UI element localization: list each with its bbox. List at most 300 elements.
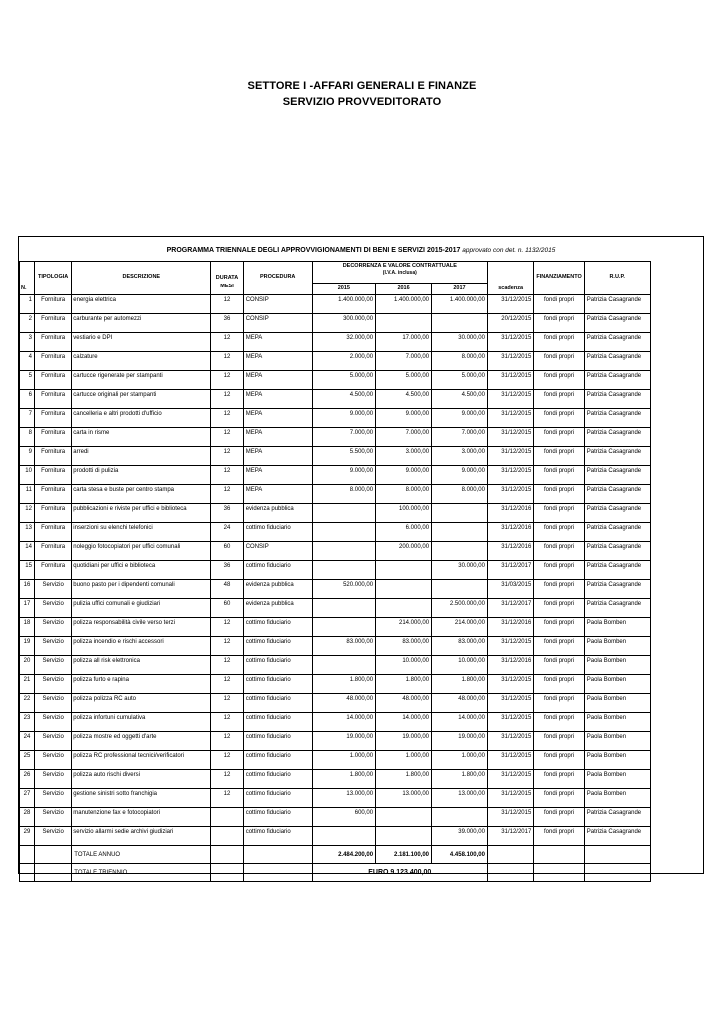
cell-n: 24: [20, 732, 35, 751]
cell-descrizione: polizza responsabilità civile verso terzi: [72, 618, 211, 637]
cell-scadenza: 31/12/2016: [487, 618, 533, 637]
cell-v2017: 1.800,00: [432, 675, 488, 694]
cell-scadenza: 31/12/2015: [487, 770, 533, 789]
cell-v2016: [376, 827, 432, 846]
cell-v2016: 214.000,00: [376, 618, 432, 637]
cell-rup: Paola Bomben: [584, 770, 650, 789]
table-row: [20, 694, 703, 713]
cell-mesi: 12: [211, 485, 243, 504]
cell-finanziamento: fondi propri: [534, 333, 584, 352]
cell-procedura: MEPA: [243, 352, 312, 371]
cell-finanziamento: fondi propri: [534, 409, 584, 428]
cell-descrizione: servizio allarmi sedie archivi giudiziari: [72, 827, 211, 846]
table-row: [20, 827, 703, 846]
cell-descrizione: noleggio fotocopiatori per uffici comunali: [72, 542, 211, 561]
cell-scadenza: 31/12/2016: [487, 656, 533, 675]
cell-tipologia: Servizio: [34, 599, 71, 618]
totale-triennio-value: EURO 9.123.400,00: [312, 864, 487, 882]
cell-tipologia: Fornitura: [34, 390, 71, 409]
table-row: [20, 770, 703, 789]
cell-tipologia: Fornitura: [34, 409, 71, 428]
totale-annuo-n: [20, 846, 35, 864]
cell-descrizione: vestiario e DPI: [72, 333, 211, 352]
col-descrizione: DESCRIZIONE: [72, 262, 211, 295]
cell-n: 10: [20, 466, 35, 485]
cell-v2017: [432, 314, 488, 333]
cell-mesi: [211, 827, 243, 846]
table-row: [20, 713, 703, 732]
totale-annuo-2016: 2.181.100,00: [376, 846, 432, 864]
heading-settore: SETTORE I -AFFARI GENERALI E FINANZE: [247, 80, 477, 92]
cell-descrizione: carburante per automezzi: [72, 314, 211, 333]
cell-v2017: 9.000,00: [432, 466, 488, 485]
cell-tipologia: Fornitura: [34, 542, 71, 561]
cell-v2016: 5.000,00: [376, 371, 432, 390]
cell-v2015: [312, 523, 375, 542]
cell-scadenza: 31/12/2017: [487, 561, 533, 580]
table-row: [20, 675, 703, 694]
cell-v2017: 4.500,00: [432, 390, 488, 409]
cell-rup: Patrizia Casagrande: [584, 333, 650, 352]
cell-scadenza: 31/12/2015: [487, 409, 533, 428]
cell-v2015: 300.000,00: [312, 314, 375, 333]
cell-scadenza: 31/12/2015: [487, 466, 533, 485]
cell-procedura: CONSIP: [243, 542, 312, 561]
cell-tipologia: Servizio: [34, 675, 71, 694]
cell-v2016: 13.000,00: [376, 789, 432, 808]
cell-descrizione: manutenzione fax e fotocopiatori: [72, 808, 211, 827]
cell-mesi: 60: [211, 599, 243, 618]
table-row: [20, 580, 703, 599]
cell-v2015: 9.000,00: [312, 409, 375, 428]
cell-mesi: [211, 808, 243, 827]
totale-triennio-fin: [534, 864, 584, 882]
cell-mesi: 12: [211, 637, 243, 656]
cell-mesi: 12: [211, 371, 243, 390]
cell-v2015: 1.000,00: [312, 751, 375, 770]
cell-mesi: 12: [211, 390, 243, 409]
cell-mesi: 12: [211, 618, 243, 637]
cell-v2015: 1.400.000,00: [312, 295, 375, 314]
cell-scadenza: 31/12/2016: [487, 523, 533, 542]
cell-v2016: 10.000,00: [376, 656, 432, 675]
cell-v2016: [376, 808, 432, 827]
cell-v2017: 48.000,00: [432, 694, 488, 713]
cell-procedura: cottimo fiduciario: [243, 675, 312, 694]
cell-v2016: 7.000,00: [376, 428, 432, 447]
cell-v2015: 4.500,00: [312, 390, 375, 409]
cell-mesi: 12: [211, 751, 243, 770]
cell-finanziamento: fondi propri: [534, 428, 584, 447]
cell-v2015: 19.000,00: [312, 732, 375, 751]
cell-v2015: [312, 827, 375, 846]
cell-tipologia: Fornitura: [34, 523, 71, 542]
col-mesi: MESI: [211, 284, 243, 295]
cell-rup: Paola Bomben: [584, 694, 650, 713]
cell-rup: Patrizia Casagrande: [584, 561, 650, 580]
cell-n: 22: [20, 694, 35, 713]
cell-v2016: 200.000,00: [376, 542, 432, 561]
cell-v2016: [376, 561, 432, 580]
cell-v2016: 9.000,00: [376, 466, 432, 485]
col-decorrenza-label: DECORRENZA E VALORE CONTRATTUALE: [342, 263, 457, 269]
cell-mesi: 36: [211, 561, 243, 580]
cell-v2015: [312, 618, 375, 637]
cell-scadenza: 31/12/2015: [487, 295, 533, 314]
cell-n: 19: [20, 637, 35, 656]
cell-finanziamento: fondi propri: [534, 295, 584, 314]
col-durata: DURATA: [211, 262, 243, 284]
cell-scadenza: 31/12/2015: [487, 751, 533, 770]
cell-v2015: 8.000,00: [312, 485, 375, 504]
totale-annuo-2017: 4.458.100,00: [432, 846, 488, 864]
cell-finanziamento: fondi propri: [534, 447, 584, 466]
cell-descrizione: pubblicazioni e riviste per uffici e biblioteca: [72, 504, 211, 523]
cell-scadenza: 31/12/2017: [487, 827, 533, 846]
cell-scadenza: 31/03/2015: [487, 580, 533, 599]
cell-v2015: [312, 504, 375, 523]
table-row: [20, 314, 703, 333]
cell-scadenza: 31/12/2015: [487, 428, 533, 447]
table-row: [20, 352, 703, 371]
cell-procedura: MEPA: [243, 428, 312, 447]
table-row: [20, 656, 703, 675]
cell-v2017: 2.500.000,00: [432, 599, 488, 618]
cell-v2015: 1.800,00: [312, 770, 375, 789]
table-row: [20, 523, 703, 542]
cell-procedura: cottimo fiduciario: [243, 694, 312, 713]
cell-finanziamento: fondi propri: [534, 504, 584, 523]
cell-v2016: 1.800,00: [376, 770, 432, 789]
cell-mesi: 12: [211, 789, 243, 808]
cell-v2015: 32.000,00: [312, 333, 375, 352]
programma-table-frame: [18, 236, 704, 874]
cell-tipologia: Fornitura: [34, 314, 71, 333]
cell-v2015: 520.000,00: [312, 580, 375, 599]
cell-v2017: 5.000,00: [432, 371, 488, 390]
cell-v2015: 5.000,00: [312, 371, 375, 390]
cell-finanziamento: fondi propri: [534, 466, 584, 485]
cell-procedura: cottimo fiduciario: [243, 789, 312, 808]
table-row: [20, 295, 703, 314]
cell-rup: Paola Bomben: [584, 675, 650, 694]
cell-v2016: [376, 314, 432, 333]
cell-v2017: 1.000,00: [432, 751, 488, 770]
cell-tipologia: Fornitura: [34, 333, 71, 352]
cell-rup: Patrizia Casagrande: [584, 409, 650, 428]
cell-procedura: MEPA: [243, 447, 312, 466]
cell-v2017: 30.000,00: [432, 333, 488, 352]
cell-scadenza: 31/12/2015: [487, 371, 533, 390]
cell-rup: Patrizia Casagrande: [584, 371, 650, 390]
cell-v2016: 100.000,00: [376, 504, 432, 523]
cell-descrizione: pulizia uffici comunali e giudiziari: [72, 599, 211, 618]
cell-v2016: 3.000,00: [376, 447, 432, 466]
col-procedura: PROCEDURA: [243, 262, 312, 295]
totale-triennio-n: [20, 864, 35, 882]
cell-descrizione: polizza furto e rapina: [72, 675, 211, 694]
cell-rup: Patrizia Casagrande: [584, 827, 650, 846]
cell-v2015: 1.800,00: [312, 675, 375, 694]
cell-rup: Paola Bomben: [584, 713, 650, 732]
col-tipologia: TIPOLOGIA: [34, 262, 71, 295]
cell-scadenza: 31/12/2016: [487, 504, 533, 523]
cell-rup: Patrizia Casagrande: [584, 390, 650, 409]
cell-v2016: [376, 580, 432, 599]
cell-mesi: 36: [211, 314, 243, 333]
cell-scadenza: 31/12/2015: [487, 485, 533, 504]
cell-descrizione: calzature: [72, 352, 211, 371]
cell-tipologia: Fornitura: [34, 485, 71, 504]
cell-v2015: 2.000,00: [312, 352, 375, 371]
cell-n: 23: [20, 713, 35, 732]
cell-finanziamento: fondi propri: [534, 675, 584, 694]
cell-scadenza: 20/12/2015: [487, 314, 533, 333]
table-body: [20, 295, 703, 846]
cell-v2016: 48.000,00: [376, 694, 432, 713]
cell-n: 6: [20, 390, 35, 409]
cell-descrizione: buono pasto per i dipendenti comunali: [72, 580, 211, 599]
totale-triennio-label: TOTALE TRIENNIO: [72, 864, 211, 882]
table-row: [20, 333, 703, 352]
cell-mesi: 12: [211, 428, 243, 447]
cell-rup: Patrizia Casagrande: [584, 485, 650, 504]
cell-procedura: cottimo fiduciario: [243, 808, 312, 827]
cell-v2016: 1.000,00: [376, 751, 432, 770]
cell-tipologia: Servizio: [34, 713, 71, 732]
cell-n: 29: [20, 827, 35, 846]
cell-mesi: 12: [211, 675, 243, 694]
cell-v2016: 14.000,00: [376, 713, 432, 732]
table-row: [20, 428, 703, 447]
table-row: [20, 618, 703, 637]
cell-descrizione: polizza RC professional tecnici/verificatori: [72, 751, 211, 770]
col-iva-label: (I.V.A. inclusa): [382, 269, 417, 276]
cell-finanziamento: fondi propri: [534, 371, 584, 390]
totale-annuo-tip: [34, 846, 71, 864]
cell-n: 1: [20, 295, 35, 314]
cell-v2015: 5.500,00: [312, 447, 375, 466]
cell-finanziamento: fondi propri: [534, 580, 584, 599]
cell-descrizione: carta in risme: [72, 428, 211, 447]
cell-procedura: evidenza pubblica: [243, 599, 312, 618]
cell-descrizione: prodotti di pulizia: [72, 466, 211, 485]
cell-v2017: 1.800,00: [432, 770, 488, 789]
cell-tipologia: Servizio: [34, 732, 71, 751]
totale-annuo-mesi: [211, 846, 243, 864]
table-title: [19, 247, 703, 254]
cell-scadenza: 31/12/2015: [487, 694, 533, 713]
cell-descrizione: polizza all risk elettronica: [72, 656, 211, 675]
cell-procedura: MEPA: [243, 466, 312, 485]
cell-finanziamento: fondi propri: [534, 561, 584, 580]
cell-mesi: 12: [211, 333, 243, 352]
table-row: [20, 504, 703, 523]
cell-procedura: CONSIP: [243, 295, 312, 314]
cell-v2016: [376, 599, 432, 618]
cell-rup: Patrizia Casagrande: [584, 314, 650, 333]
cell-tipologia: Fornitura: [34, 466, 71, 485]
cell-rup: Patrizia Casagrande: [584, 808, 650, 827]
table-row: [20, 409, 703, 428]
cell-scadenza: 31/12/2015: [487, 713, 533, 732]
cell-v2016: 19.000,00: [376, 732, 432, 751]
cell-descrizione: polizza auto rischi diversi: [72, 770, 211, 789]
cell-scadenza: 31/12/2015: [487, 732, 533, 751]
cell-scadenza: 31/12/2015: [487, 447, 533, 466]
cell-v2015: [312, 542, 375, 561]
cell-rup: Paola Bomben: [584, 637, 650, 656]
cell-v2017: 7.000,00: [432, 428, 488, 447]
cell-tipologia: Servizio: [34, 656, 71, 675]
cell-finanziamento: fondi propri: [534, 390, 584, 409]
totale-annuo-label: TOTALE ANNUO: [72, 846, 211, 864]
cell-procedura: cottimo fiduciario: [243, 713, 312, 732]
cell-procedura: cottimo fiduciario: [243, 561, 312, 580]
totale-annuo-rup: [584, 846, 650, 864]
cell-n: 7: [20, 409, 35, 428]
cell-rup: Patrizia Casagrande: [584, 599, 650, 618]
cell-n: 14: [20, 542, 35, 561]
cell-finanziamento: fondi propri: [534, 637, 584, 656]
cell-n: 16: [20, 580, 35, 599]
cell-mesi: 12: [211, 770, 243, 789]
cell-rup: Patrizia Casagrande: [584, 447, 650, 466]
cell-rup: Paola Bomben: [584, 618, 650, 637]
table-row: [20, 542, 703, 561]
cell-scadenza: 31/12/2017: [487, 599, 533, 618]
cell-n: 8: [20, 428, 35, 447]
cell-v2015: 13.000,00: [312, 789, 375, 808]
cell-procedura: MEPA: [243, 485, 312, 504]
cell-v2017: 30.000,00: [432, 561, 488, 580]
cell-descrizione: polizza polizza RC auto: [72, 694, 211, 713]
cell-n: 18: [20, 618, 35, 637]
cell-tipologia: Fornitura: [34, 371, 71, 390]
cell-v2017: [432, 542, 488, 561]
col-2015: 2015: [312, 284, 375, 295]
cell-n: 11: [20, 485, 35, 504]
cell-v2017: 14.000,00: [432, 713, 488, 732]
totale-triennio-proc: [243, 864, 312, 882]
cell-n: 2: [20, 314, 35, 333]
col-finanziamento: FINANZIAMENTO: [534, 262, 584, 295]
cell-v2017: [432, 523, 488, 542]
cell-scadenza: 31/12/2015: [487, 333, 533, 352]
cell-mesi: 12: [211, 409, 243, 428]
cell-v2017: 214.000,00: [432, 618, 488, 637]
cell-v2017: 10.000,00: [432, 656, 488, 675]
cell-finanziamento: fondi propri: [534, 732, 584, 751]
totale-triennio-mesi: [211, 864, 243, 882]
cell-n: 5: [20, 371, 35, 390]
cell-scadenza: 31/12/2015: [487, 390, 533, 409]
table-row: [20, 732, 703, 751]
cell-scadenza: 31/12/2015: [487, 637, 533, 656]
cell-procedura: evidenza pubblica: [243, 504, 312, 523]
cell-n: 21: [20, 675, 35, 694]
cell-mesi: 60: [211, 542, 243, 561]
cell-v2016: 1.800,00: [376, 675, 432, 694]
cell-procedura: cottimo fiduciario: [243, 618, 312, 637]
table-title-main: PROGRAMMA TRIENNALE DEGLI APPROVVIGIONAMENTI DI BENI E SERVIZI 2015-2017: [166, 247, 461, 254]
cell-descrizione: polizza infortuni cumulativa: [72, 713, 211, 732]
cell-procedura: cottimo fiduciario: [243, 827, 312, 846]
table-row: [20, 447, 703, 466]
cell-tipologia: Servizio: [34, 618, 71, 637]
cell-descrizione: arredi: [72, 447, 211, 466]
cell-v2016: 7.000,00: [376, 352, 432, 371]
cell-n: 4: [20, 352, 35, 371]
cell-v2016: 17.000,00: [376, 333, 432, 352]
cell-v2017: 39.000,00: [432, 827, 488, 846]
cell-v2015: 14.000,00: [312, 713, 375, 732]
cell-v2015: [312, 599, 375, 618]
cell-n: 15: [20, 561, 35, 580]
cell-descrizione: cartucce rigenerate per stampanti: [72, 371, 211, 390]
table-row: [20, 599, 703, 618]
cell-v2016: 6.000,00: [376, 523, 432, 542]
cell-v2015: [312, 656, 375, 675]
cell-tipologia: Servizio: [34, 789, 71, 808]
cell-v2017: 8.000,00: [432, 485, 488, 504]
cell-scadenza: 31/12/2015: [487, 808, 533, 827]
cell-tipologia: Fornitura: [34, 561, 71, 580]
cell-scadenza: 31/12/2016: [487, 542, 533, 561]
totale-annuo-proc: [243, 846, 312, 864]
cell-rup: Patrizia Casagrande: [584, 466, 650, 485]
cell-v2015: 7.000,00: [312, 428, 375, 447]
totale-annuo-fin: [534, 846, 584, 864]
cell-finanziamento: fondi propri: [534, 713, 584, 732]
programma-table: [19, 261, 703, 882]
cell-tipologia: Fornitura: [34, 447, 71, 466]
cell-descrizione: polizza incendio e rischi accessori: [72, 637, 211, 656]
cell-procedura: MEPA: [243, 333, 312, 352]
table-row: [20, 466, 703, 485]
table-row: [20, 808, 703, 827]
cell-v2015: 83.000,00: [312, 637, 375, 656]
cell-rup: Patrizia Casagrande: [584, 580, 650, 599]
cell-mesi: 12: [211, 656, 243, 675]
cell-tipologia: Servizio: [34, 694, 71, 713]
cell-finanziamento: fondi propri: [534, 751, 584, 770]
table-title-note: approvato con det. n. 1132/2015: [462, 247, 556, 254]
cell-procedura: cottimo fiduciario: [243, 637, 312, 656]
cell-finanziamento: fondi propri: [534, 599, 584, 618]
cell-descrizione: polizza mostre ed oggetti d'arte: [72, 732, 211, 751]
cell-n: 25: [20, 751, 35, 770]
cell-procedura: MEPA: [243, 409, 312, 428]
cell-finanziamento: fondi propri: [534, 694, 584, 713]
cell-mesi: 12: [211, 466, 243, 485]
table-row: [20, 485, 703, 504]
cell-procedura: cottimo fiduciario: [243, 656, 312, 675]
cell-v2017: 13.000,00: [432, 789, 488, 808]
cell-mesi: 36: [211, 504, 243, 523]
cell-v2017: 8.000,00: [432, 352, 488, 371]
col-n: N.: [20, 284, 35, 295]
cell-rup: Paola Bomben: [584, 656, 650, 675]
table-row: [20, 371, 703, 390]
cell-v2016: 83.000,00: [376, 637, 432, 656]
cell-procedura: MEPA: [243, 371, 312, 390]
col-rup: R.U.P.: [584, 262, 650, 295]
cell-n: 9: [20, 447, 35, 466]
cell-descrizione: gestione sinistri sotto franchigia: [72, 789, 211, 808]
table-row: [20, 637, 703, 656]
cell-v2017: [432, 808, 488, 827]
